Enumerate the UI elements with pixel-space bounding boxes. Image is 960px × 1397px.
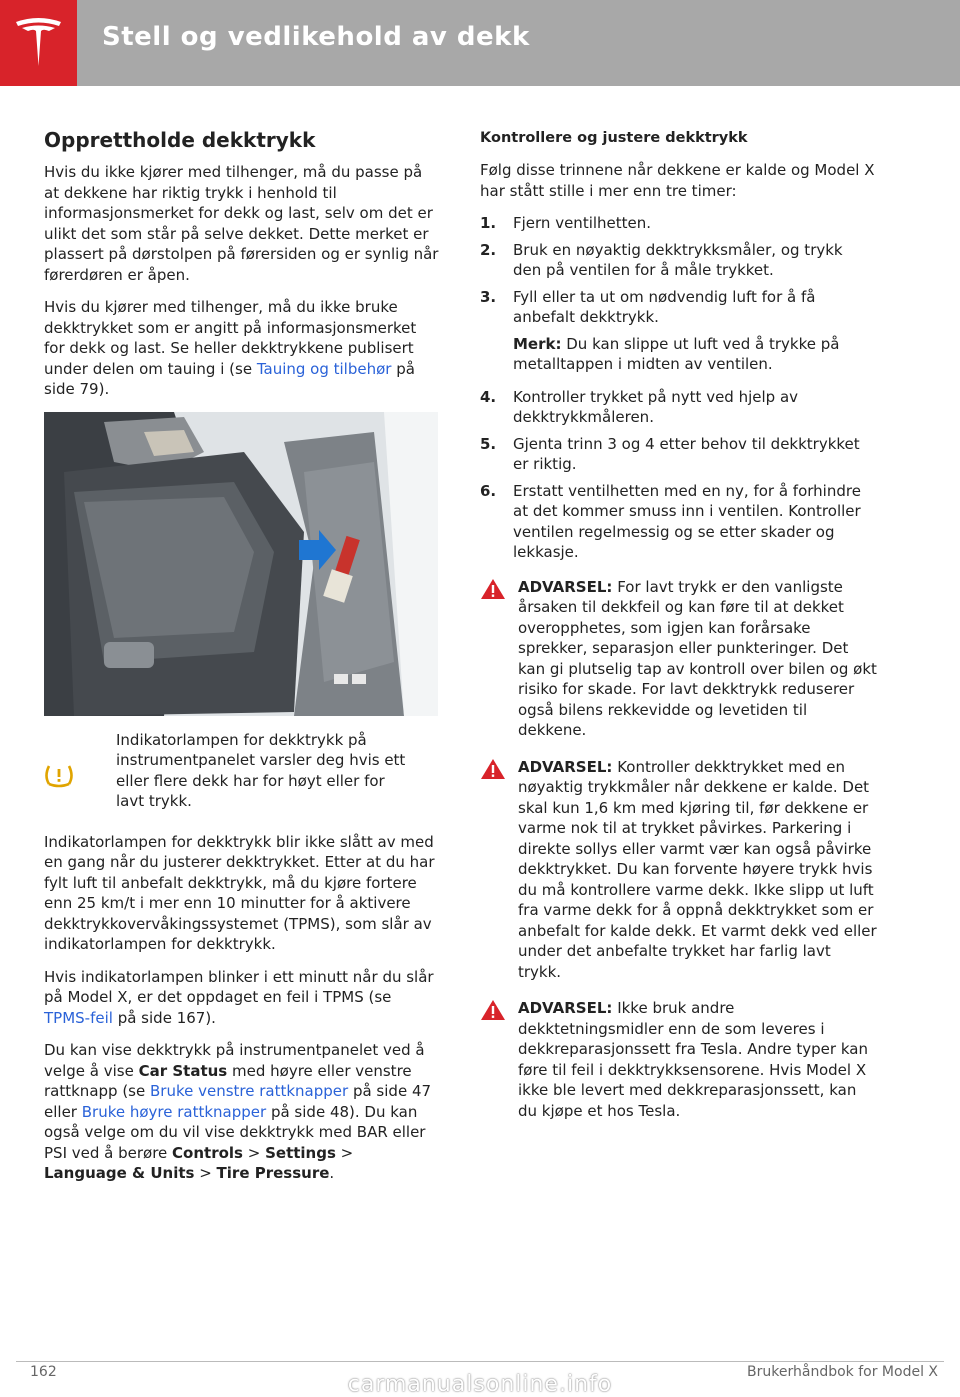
- subsection-heading: Kontrollere og justere dekktrykk: [480, 130, 748, 146]
- warning-triangle-icon: [480, 758, 506, 780]
- tpms-indicator-note: [44, 730, 440, 812]
- document-title: Brukerhåndbok for Model X: [747, 1364, 938, 1380]
- list-item: 6. Erstatt ventilhetten med en ny, for å forhindre at det kommer smuss inn i ventilen. Kontroller ventilen regelmessig og se etter skader og lekkasje.: [480, 481, 861, 561]
- paragraph-tpms-fault: Hvis indikatorlampen blinker i ett minutt når du slår på Model X, er det oppdaget en feil i TPMS (se TPMS-feil på side 167).: [44, 967, 434, 1027]
- page-number: 162: [30, 1364, 57, 1380]
- page-header: [0, 0, 960, 86]
- page-title: Stell og vedlikehold av dekk: [102, 22, 530, 52]
- steps-list: [480, 213, 880, 563]
- watermark: carmanualsonline.info: [347, 1372, 613, 1397]
- brand-logo-box: [0, 0, 77, 86]
- right-column: [480, 128, 880, 1137]
- link-tpms-fault[interactable]: TPMS-feil: [44, 1008, 113, 1027]
- left-column: [44, 128, 440, 1196]
- warning-block: ADVARSEL: Ikke bruk andre dekktetningsmidler enn de som leveres i dekkreparasjonssett fra Tesla. Andre typer kan føre til feil i dekktrykksensorene. Hvis Model X ikke ble levert med dekkreparasjonssett, kan du kjøpe et hos Tesla.: [480, 998, 880, 1121]
- warning-block: ADVARSEL: Kontroller dekktrykket med en nøyaktig trykkmåler når dekkene er kalde. Det skal kun 1,6 km med kjøring til, før dekkene er varme nok til at trykket påvirkes. Parkering i direkte sollys eller varmt vær kan også påvirke dekktrykket. Du kan forvente høyere trykk hvis du må kontrollere varme dekk. Ikke slipp ut luft fra varme dekk for å oppnå dekktrykket som er anbefalt for kalde dekk. Et varmt dekk ved eller under det anbefalte trykket har farlig lavt trykk.: [480, 757, 880, 983]
- list-item: 2. Bruk en nøyaktig dekktrykksmåler, og trykk den på ventilen for å måle trykket.: [480, 240, 843, 279]
- list-item: 1. Fjern ventilhetten.: [480, 214, 652, 232]
- paragraph-indicator-off: Indikatorlampen for dekktrykk blir ikke slått av med en gang når du justerer dekktrykket. Etter at du har fylt luft til anbefalt dekktrykk, må du kjøre fortere enn 25 km/t i mer enn 10 minutter for å aktivere dekktrykkovervåkingssystemet (TPMS), som slår av indikatorlampen for dekktrykk.: [44, 832, 435, 953]
- list-item: 4. Kontroller trykket på nytt ved hjelp av dekktrykkmåleren.: [480, 387, 799, 426]
- paragraph-tire-label: Hvis du ikke kjører med tilhenger, må du passe på at dekkene har riktig trykk i henhold til informasjonsmerket for dekk og last, selv om det er ulikt det som står på selve dekket. Dette merket er plassert på dørstolpen på førersiden og er synlig når førerdøren er åpen.: [44, 163, 439, 284]
- paragraph-display-pressure: Du kan vise dekktrykk på instrumentpanelet ved å velge å vise Car Status med høyre eller venstre rattknapp (se Bruke venstre rattknapper på side 47 eller Bruke høyre rattknapper på side 48). Du kan også velge om du vil vise dekktrykk med BAR eller PSI ved å berøre Controls > Settings > Language & Units > Tire Pressure.: [44, 1041, 432, 1182]
- link-left-buttons[interactable]: Bruke venstre rattknapper: [149, 1082, 349, 1100]
- list-item: 3. Fyll eller ta ut om nødvendig luft for å få anbefalt dekktrykk. Merk: Du kan slippe ut luft ved å trykke på metalltappen i midten av ventilen.: [480, 287, 880, 381]
- warning-triangle-icon: [480, 578, 506, 600]
- link-towing[interactable]: Tauing og tilbehør: [256, 359, 392, 378]
- tesla-logo-icon: [13, 16, 64, 68]
- footer-divider: [16, 1361, 944, 1362]
- section-heading: Opprettholde dekktrykk: [44, 128, 316, 152]
- paragraph-towing: Hvis du kjører med tilhenger, må du ikke bruke dekktrykket som er angitt på informasjonsmerket for dekk og last. Se heller dekktrykkene publisert under delen om tauing i (se Tauing og tilbehør på side 79).: [44, 298, 417, 398]
- indicator-text: Indikatorlampen for dekktrykk på instrumentpanelet varsler deg hvis ett eller flere dekk har for høyt eller for lavt trykk.: [116, 730, 406, 810]
- intro-paragraph: Følg disse trinnene når dekkene er kalde og Model X har stått stille i mer enn tre timer:: [480, 161, 875, 200]
- list-item: 5. Gjenta trinn 3 og 4 etter behov til dekktrykket er riktig.: [480, 434, 860, 473]
- door-pillar-illustration: [44, 412, 438, 716]
- warning-triangle-icon: [480, 999, 506, 1021]
- link-right-buttons[interactable]: Bruke høyre rattknapper: [81, 1102, 267, 1121]
- note: Merk: Du kan slippe ut luft ved å trykke på metalltappen i midten av ventilen.: [513, 334, 840, 373]
- warning-block: ADVARSEL: For lavt trykk er den vanligste årsaken til dekkfeil og kan føre til at dekket overopphetes, som igjen kan forårsake sprekker, separasjon eller punkteringer. Det kan gi plutselig tap av kontroll over bilen og økt risiko for skade. For lavt dekktrykk reduserer også bilens rekkevidde og levetiden til dekkene.: [480, 577, 880, 741]
- tpms-warning-icon: [44, 764, 74, 788]
